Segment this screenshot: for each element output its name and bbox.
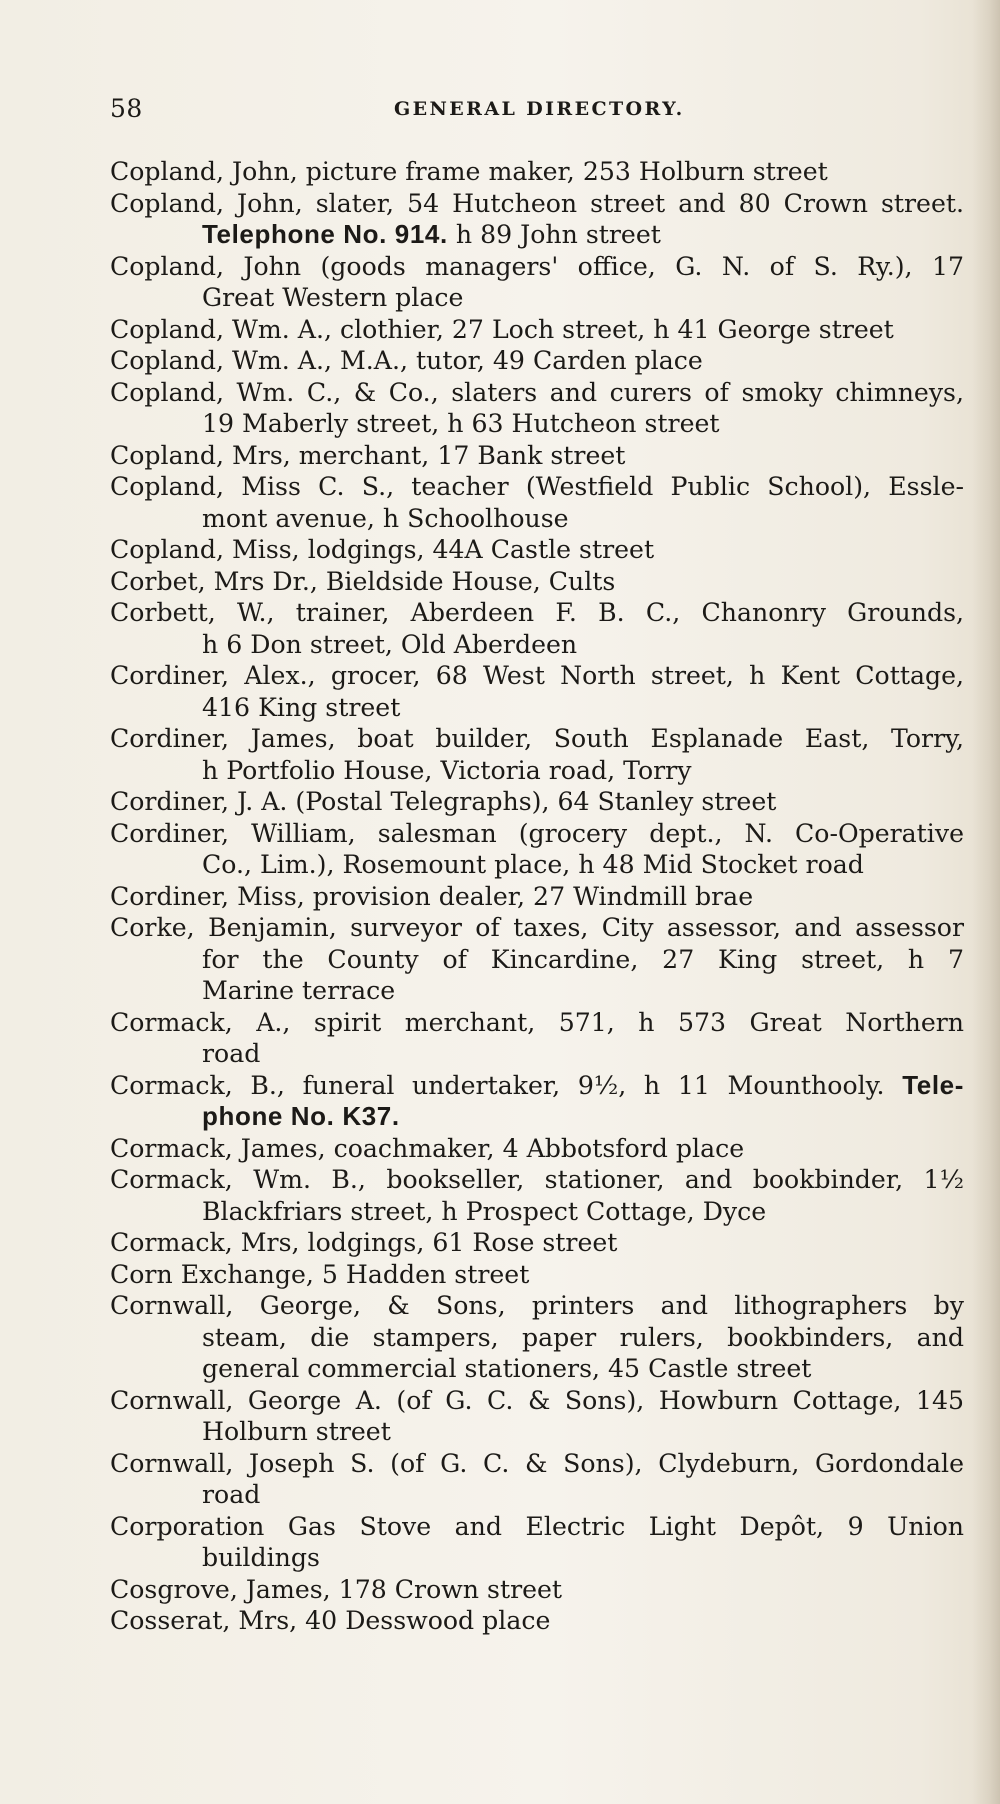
- entry-continuation-line: for the County of Kincardine, 27 King street, h 7: [202, 944, 964, 974]
- entry-line: Cornwall, Joseph S. (of G. C. & Sons), Clydeburn, Gordondale: [110, 1448, 964, 1478]
- telephone-notice: Telephone No. 914.: [202, 219, 448, 249]
- directory-entry: [110, 534, 964, 566]
- entry-continuation-line: h Portfolio House, Victoria road, Torry: [202, 755, 692, 785]
- entry-line: Cordiner, Miss, provision dealer, 27 Windmill brae: [110, 881, 754, 911]
- page-edge-shadow: [972, 0, 1000, 1804]
- entry-line: Copland, Mrs, merchant, 17 Bank street: [110, 440, 626, 470]
- entry-continuation-line: Co., Lim.), Rosemount place, h 48 Mid Stocket road: [202, 850, 864, 879]
- entry-line: Cordiner, J. A. (Postal Telegraphs), 64 Stanley street: [110, 787, 777, 816]
- entry-line: Copland, Wm. A., clothier, 27 Loch street, h 41 George street: [110, 314, 894, 344]
- entry-line: Cordiner, Alex., grocer, 68 West North street, h Kent Cottage,: [110, 661, 964, 690]
- entry-line: Cornwall, George A. (of G. C. & Sons), Howburn Cottage, 145: [110, 1385, 964, 1415]
- directory-entry: [110, 471, 964, 534]
- entry-continuation-line: Marine terrace: [202, 976, 396, 1005]
- directory-entry: [110, 1227, 964, 1259]
- entry-text: h 89 John street: [447, 220, 661, 249]
- entry-line: Cormack, Mrs, lodgings, 61 Rose street: [110, 1228, 618, 1257]
- entry-line: Cordiner, William, salesman (grocery dept., N. Co-Operative: [110, 818, 964, 848]
- directory-entry: [110, 1164, 964, 1227]
- telephone-notice: phone No. K37.: [202, 1101, 400, 1131]
- directory-entry: [110, 1605, 964, 1637]
- directory-entry: [110, 1070, 964, 1133]
- entry-line: Cormack, Wm. B., bookseller, stationer, and bookbinder, 1½: [110, 1165, 964, 1194]
- entry-line: Cosserat, Mrs, 40 Desswood place: [110, 1606, 551, 1635]
- directory-entry: [110, 723, 964, 786]
- directory-entry: [110, 597, 964, 660]
- directory-entry: [110, 188, 964, 251]
- directory-entries: [110, 156, 964, 1637]
- entry-line: Copland, John, picture frame maker, 253 Holburn street: [110, 157, 828, 186]
- entry-line: Copland, Miss, lodgings, 44A Castle street: [110, 535, 655, 564]
- entry-line: Corn Exchange, 5 Hadden street: [110, 1259, 530, 1289]
- entry-continuation-line: steam, die stampers, paper rulers, bookbinders, and: [202, 1322, 964, 1352]
- entry-continuation-line: Holburn street: [202, 1417, 391, 1446]
- page-number: 58: [110, 94, 143, 123]
- entry-line: Copland, John, slater, 54 Hutcheon street and 80 Crown street.: [110, 188, 964, 218]
- entry-continuation-line: road: [202, 1039, 261, 1068]
- directory-entry: [110, 377, 964, 440]
- entry-line: Corbet, Mrs Dr., Bieldside House, Cults: [110, 566, 616, 596]
- directory-entry: [110, 660, 964, 723]
- directory-entry: [110, 440, 964, 472]
- entry-continuation-line: 416 King street: [202, 692, 401, 722]
- telephone-notice: Tele-: [902, 1069, 964, 1100]
- entry-continuation-line: mont avenue, h Schoolhouse: [202, 503, 569, 533]
- entry-continuation-line: h 6 Don street, Old Aberdeen: [202, 629, 578, 659]
- entry-continuation-line: Great Western place: [202, 283, 464, 312]
- directory-entry: [110, 912, 964, 1007]
- entry-continuation-line: general commercial stationers, 45 Castle street: [202, 1354, 812, 1383]
- entry-continuation-line: buildings: [202, 1543, 320, 1572]
- entry-continuation-line: Blackfriars street, h Prospect Cottage, Dyce: [202, 1196, 767, 1226]
- entry-continuation-line: [110, 1101, 964, 1133]
- directory-entry: [110, 818, 964, 881]
- directory-entry: [110, 1259, 964, 1291]
- entry-line: Copland, John (goods managers' office, G. N. of S. Ry.), 17: [110, 251, 964, 281]
- entry-line: Copland, Wm. A., M.A., tutor, 49 Carden place: [110, 346, 703, 375]
- running-head: GENERAL DIRECTORY.: [394, 98, 685, 120]
- entry-text: Cormack, B., funeral undertaker, 9½, h 11 Mounthooly.: [110, 1070, 903, 1100]
- entry-line: Cordiner, James, boat builder, South Esplanade East, Torry,: [110, 724, 964, 753]
- entry-continuation-line: [110, 219, 964, 251]
- directory-entry: [110, 345, 964, 377]
- directory-entry: [110, 1511, 964, 1574]
- directory-entry: [110, 1574, 964, 1606]
- entry-line: Cornwall, George, & Sons, printers and lithographers by: [110, 1291, 964, 1320]
- entry-line: Corporation Gas Stove and Electric Light Depôt, 9 Union: [110, 1511, 964, 1541]
- entry-line: Cormack, James, coachmaker, 4 Abbotsford place: [110, 1133, 745, 1163]
- page-header: [0, 94, 1000, 124]
- entry-line: Cormack, A., spirit merchant, 571, h 573 Great Northern: [110, 1007, 964, 1037]
- directory-entry: [110, 1007, 964, 1070]
- entry-line: Copland, Wm. C., & Co., slaters and curers of smoky chimneys,: [110, 377, 964, 407]
- directory-entry: [110, 566, 964, 598]
- entry-continuation-line: road: [202, 1480, 261, 1509]
- entry-line: Copland, Miss C. S., teacher (Westfield Public School), Essle-: [110, 472, 964, 501]
- directory-entry: [110, 786, 964, 818]
- entry-line: Corke, Benjamin, surveyor of taxes, City assessor, and assessor: [110, 913, 964, 942]
- entry-line: [110, 1070, 964, 1102]
- directory-entry: [110, 1133, 964, 1165]
- directory-entry: [110, 1448, 964, 1511]
- directory-entry: [110, 314, 964, 346]
- entry-continuation-line: 19 Maberly street, h 63 Hutcheon street: [202, 409, 720, 438]
- directory-entry: [110, 1290, 964, 1385]
- entry-line: Corbett, W., trainer, Aberdeen F. B. C., Chanonry Grounds,: [110, 598, 964, 627]
- directory-entry: [110, 881, 964, 913]
- directory-entry: [110, 251, 964, 314]
- entry-line: Cosgrove, James, 178 Crown street: [110, 1574, 563, 1604]
- directory-entry: [110, 1385, 964, 1448]
- directory-entry: [110, 156, 964, 188]
